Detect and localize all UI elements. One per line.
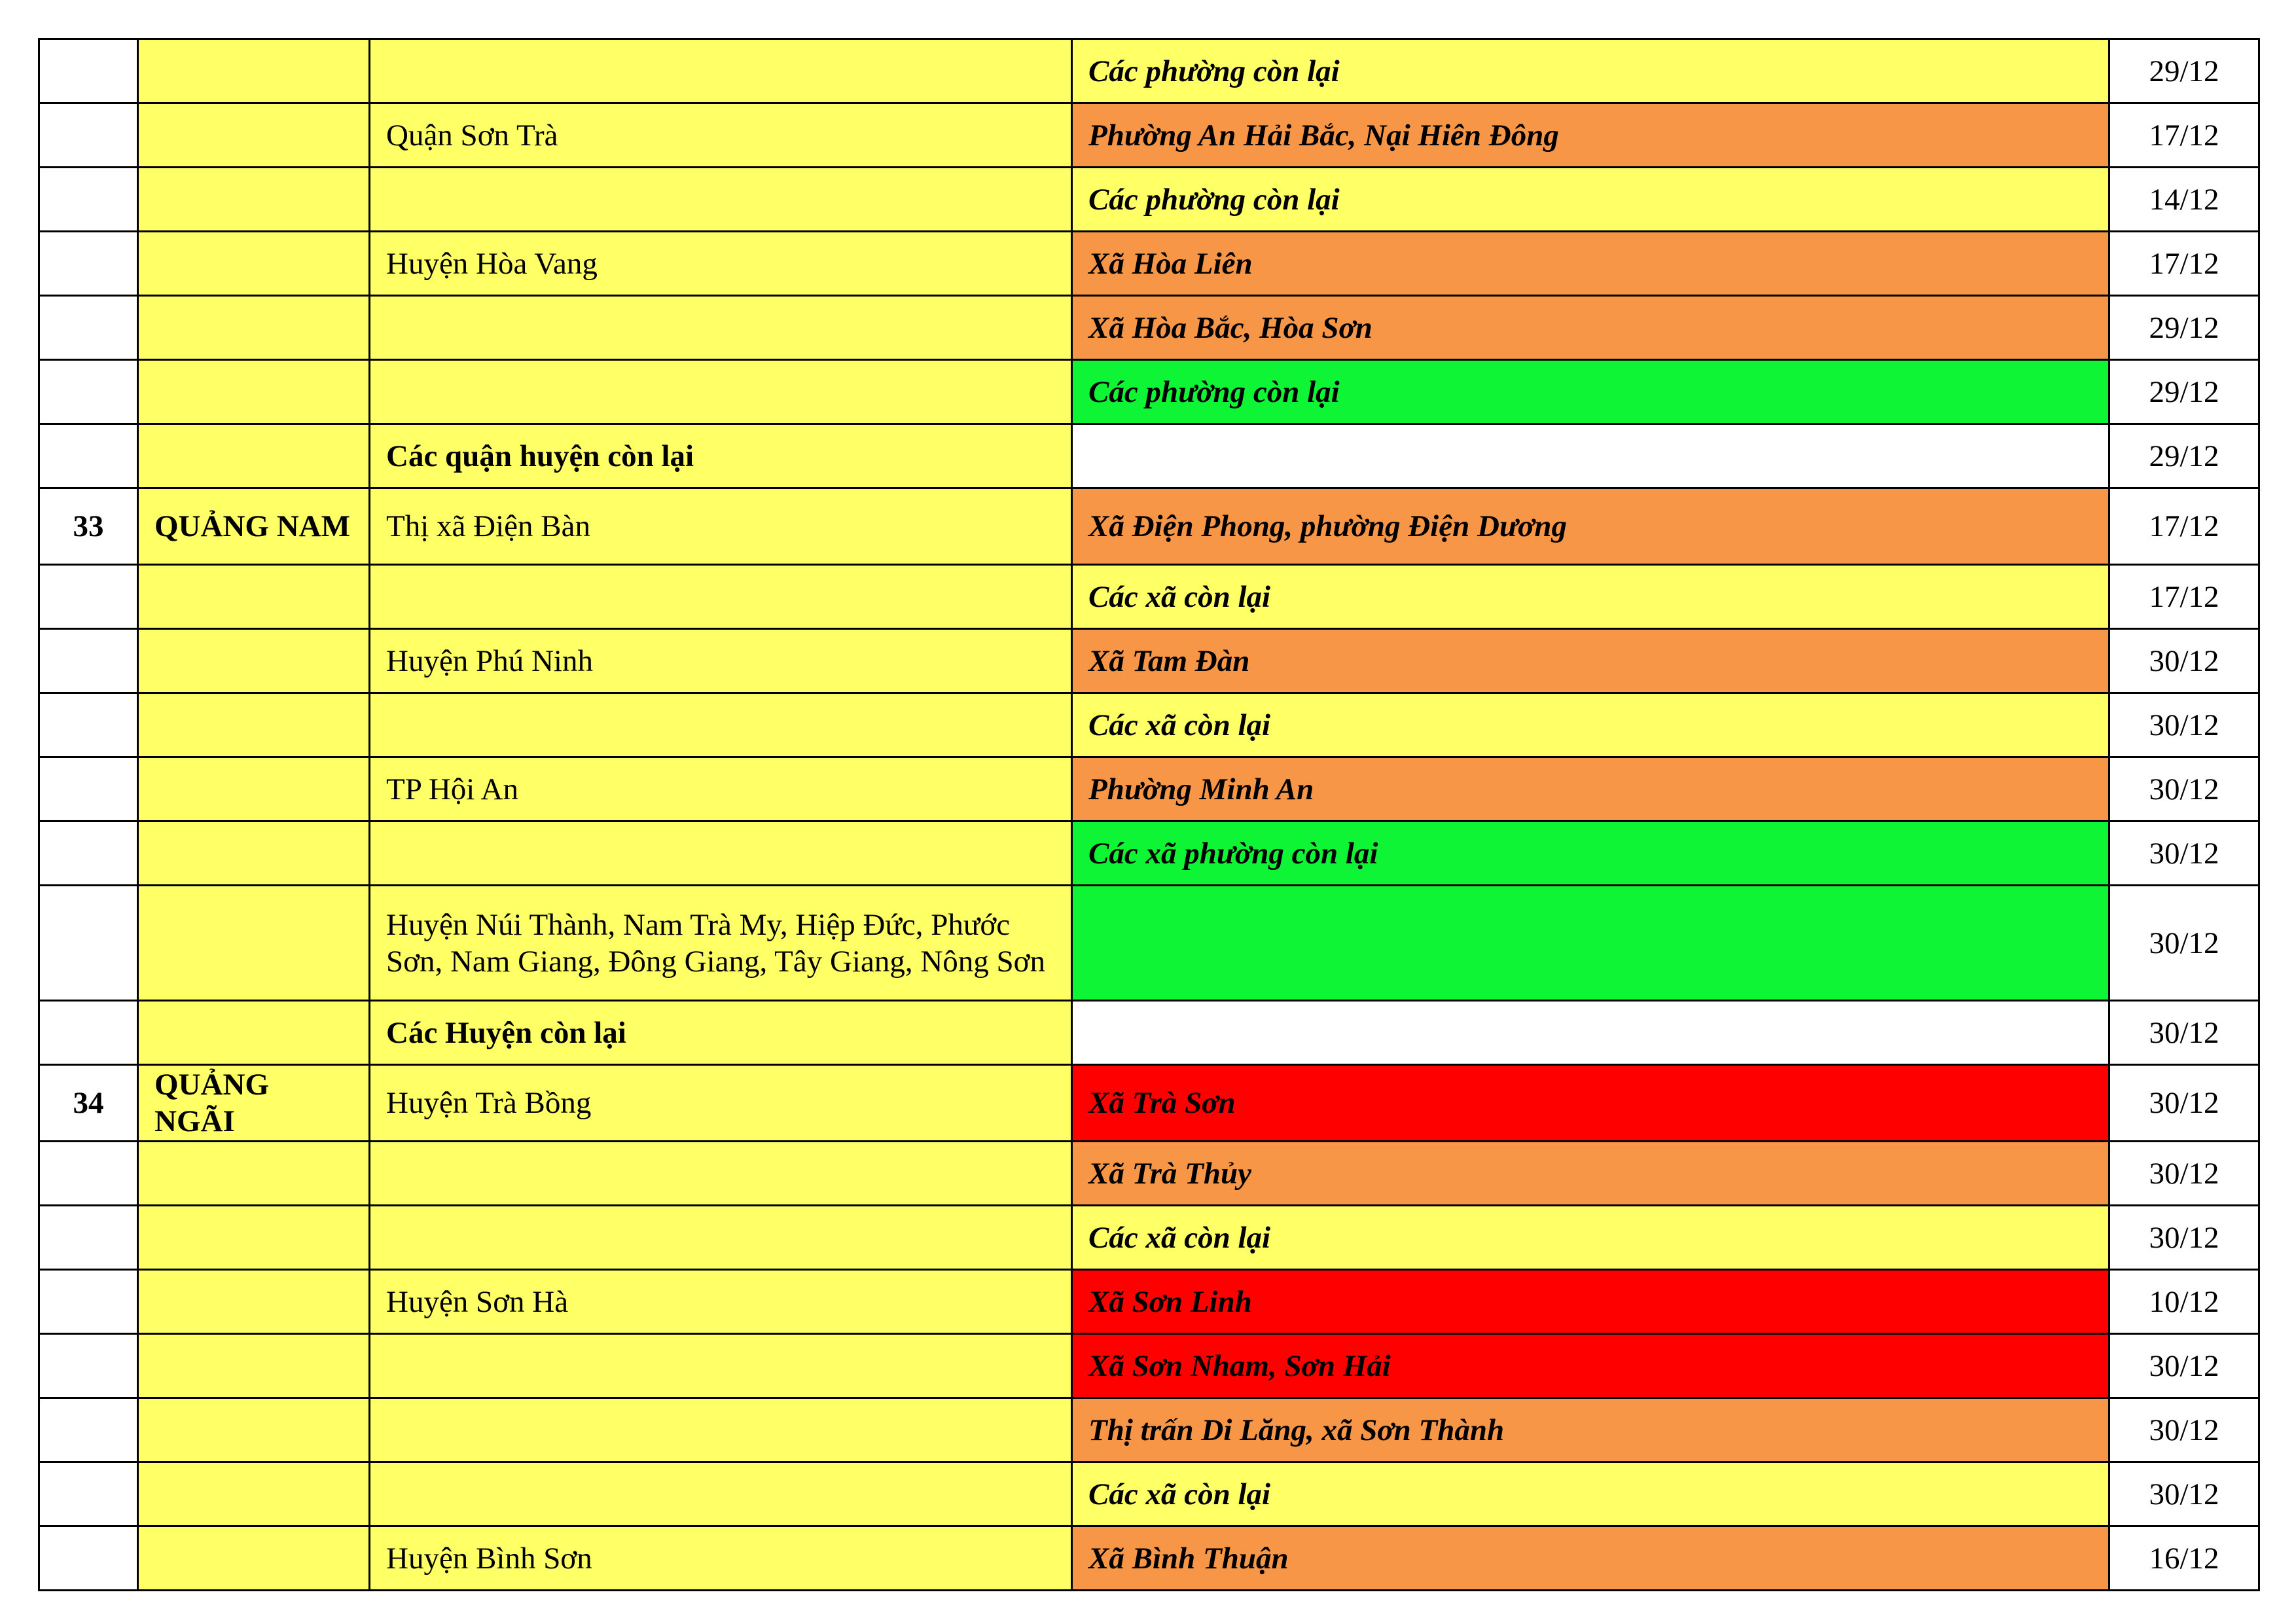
date-cell: 14/12 [2109, 168, 2259, 232]
ward-cell: Các xã phường còn lại [1072, 821, 2109, 886]
district-cell [370, 39, 1072, 103]
table-row [39, 821, 2259, 886]
province-cell: QUẢNG NGÃI [138, 1065, 370, 1142]
province-cell [138, 168, 370, 232]
date-cell: 30/12 [2109, 1398, 2259, 1462]
table-row [39, 1270, 2259, 1334]
stt-cell [39, 296, 138, 360]
province-cell [138, 821, 370, 886]
ward-cell: Thị trấn Di Lăng, xã Sơn Thành [1072, 1398, 2109, 1462]
date-cell: 30/12 [2109, 1142, 2259, 1206]
date-cell: 29/12 [2109, 424, 2259, 488]
table-row [39, 168, 2259, 232]
stt-cell [39, 1270, 138, 1334]
table-row [39, 1206, 2259, 1270]
stt-cell [39, 565, 138, 629]
district-cell [370, 296, 1072, 360]
table-row [39, 39, 2259, 103]
table-row [39, 1065, 2259, 1142]
district-cell [370, 360, 1072, 424]
ward-cell: Các xã còn lại [1072, 1206, 2109, 1270]
province-cell [138, 424, 370, 488]
ward-cell: Các phường còn lại [1072, 168, 2109, 232]
ward-cell: Các xã còn lại [1072, 1462, 2109, 1526]
district-cell: Huyện Trà Bồng [370, 1065, 1072, 1142]
date-cell: 29/12 [2109, 39, 2259, 103]
stt-cell [39, 39, 138, 103]
ward-cell: Xã Tam Đàn [1072, 629, 2109, 693]
stt-cell: 34 [39, 1065, 138, 1142]
province-cell [138, 1270, 370, 1334]
ward-cell: Xã Hòa Liên [1072, 232, 2109, 296]
ward-cell: Phường Minh An [1072, 757, 2109, 821]
stt-cell [39, 424, 138, 488]
province-cell [138, 1462, 370, 1526]
date-cell: 17/12 [2109, 565, 2259, 629]
table-row [39, 1398, 2259, 1462]
table-row [39, 1142, 2259, 1206]
table-row [39, 565, 2259, 629]
table-row [39, 103, 2259, 168]
stt-cell [39, 1001, 138, 1065]
stt-cell [39, 1526, 138, 1591]
province-cell [138, 1398, 370, 1462]
province-cell [138, 886, 370, 1001]
date-cell: 29/12 [2109, 360, 2259, 424]
district-cell: Các Huyện còn lại [370, 1001, 1072, 1065]
province-cell [138, 565, 370, 629]
ward-cell: Các xã còn lại [1072, 693, 2109, 757]
date-cell: 16/12 [2109, 1526, 2259, 1591]
stt-cell [39, 360, 138, 424]
ward-cell: Xã Hòa Bắc, Hòa Sơn [1072, 296, 2109, 360]
district-cell [370, 1334, 1072, 1398]
ward-cell: Xã Trà Sơn [1072, 1065, 2109, 1142]
stt-cell [39, 1334, 138, 1398]
stt-cell [39, 103, 138, 168]
table-row [39, 629, 2259, 693]
table-row [39, 488, 2259, 565]
table-row [39, 1001, 2259, 1065]
district-cell: TP Hội An [370, 757, 1072, 821]
ward-cell: Phường An Hải Bắc, Nại Hiên Đông [1072, 103, 2109, 168]
province-cell [138, 39, 370, 103]
ward-cell [1072, 424, 2109, 488]
table-row [39, 424, 2259, 488]
table-body [39, 39, 2259, 1591]
date-cell: 29/12 [2109, 296, 2259, 360]
date-cell: 30/12 [2109, 1334, 2259, 1398]
table-row [39, 693, 2259, 757]
table-row [39, 757, 2259, 821]
province-cell [138, 1206, 370, 1270]
zoning-table [38, 38, 2260, 1591]
stt-cell [39, 821, 138, 886]
district-cell: Huyện Bình Sơn [370, 1526, 1072, 1591]
stt-cell [39, 232, 138, 296]
ward-cell: Xã Điện Phong, phường Điện Dương [1072, 488, 2109, 565]
date-cell: 30/12 [2109, 693, 2259, 757]
date-cell: 17/12 [2109, 488, 2259, 565]
stt-cell [39, 886, 138, 1001]
ward-cell: Các phường còn lại [1072, 360, 2109, 424]
district-cell: Huyện Phú Ninh [370, 629, 1072, 693]
stt-cell [39, 1398, 138, 1462]
district-cell [370, 1206, 1072, 1270]
date-cell: 10/12 [2109, 1270, 2259, 1334]
district-cell [370, 693, 1072, 757]
district-cell: Huyện Hòa Vang [370, 232, 1072, 296]
stt-cell [39, 757, 138, 821]
ward-cell [1072, 1001, 2109, 1065]
ward-cell: Các xã còn lại [1072, 565, 2109, 629]
date-cell: 30/12 [2109, 1065, 2259, 1142]
stt-cell [39, 1142, 138, 1206]
district-cell [370, 168, 1072, 232]
date-cell: 30/12 [2109, 1001, 2259, 1065]
date-cell: 30/12 [2109, 886, 2259, 1001]
province-cell [138, 1001, 370, 1065]
stt-cell [39, 1206, 138, 1270]
ward-cell: Xã Trà Thủy [1072, 1142, 2109, 1206]
date-cell: 30/12 [2109, 629, 2259, 693]
district-cell: Quận Sơn Trà [370, 103, 1072, 168]
district-cell [370, 565, 1072, 629]
ward-cell: Xã Sơn Nham, Sơn Hải [1072, 1334, 2109, 1398]
table-row [39, 1462, 2259, 1526]
table-row [39, 296, 2259, 360]
district-cell [370, 821, 1072, 886]
province-cell: QUẢNG NAM [138, 488, 370, 565]
stt-cell: 33 [39, 488, 138, 565]
district-cell [370, 1462, 1072, 1526]
province-cell [138, 232, 370, 296]
district-cell: Các quận huyện còn lại [370, 424, 1072, 488]
ward-cell: Các phường còn lại [1072, 39, 2109, 103]
stt-cell [39, 629, 138, 693]
district-cell [370, 1398, 1072, 1462]
district-cell: Thị xã Điện Bàn [370, 488, 1072, 565]
ward-cell [1072, 886, 2109, 1001]
province-cell [138, 1142, 370, 1206]
table-row [39, 360, 2259, 424]
province-cell [138, 296, 370, 360]
date-cell: 30/12 [2109, 757, 2259, 821]
table-row [39, 232, 2259, 296]
province-cell [138, 1526, 370, 1591]
date-cell: 17/12 [2109, 232, 2259, 296]
province-cell [138, 693, 370, 757]
date-cell: 30/12 [2109, 1206, 2259, 1270]
stt-cell [39, 168, 138, 232]
date-cell: 17/12 [2109, 103, 2259, 168]
province-cell [138, 103, 370, 168]
province-cell [138, 360, 370, 424]
ward-cell: Xã Bình Thuận [1072, 1526, 2109, 1591]
stt-cell [39, 1462, 138, 1526]
province-cell [138, 1334, 370, 1398]
table-row [39, 886, 2259, 1001]
province-cell [138, 757, 370, 821]
ward-cell: Xã Sơn Linh [1072, 1270, 2109, 1334]
province-cell [138, 629, 370, 693]
date-cell: 30/12 [2109, 1462, 2259, 1526]
date-cell: 30/12 [2109, 821, 2259, 886]
district-cell: Huyện Sơn Hà [370, 1270, 1072, 1334]
table-row [39, 1526, 2259, 1591]
table-row [39, 1334, 2259, 1398]
district-cell: Huyện Núi Thành, Nam Trà My, Hiệp Đức, Phước Sơn, Nam Giang, Đông Giang, Tây Giang, Nông Sơn [370, 886, 1072, 1001]
district-cell [370, 1142, 1072, 1206]
stt-cell [39, 693, 138, 757]
